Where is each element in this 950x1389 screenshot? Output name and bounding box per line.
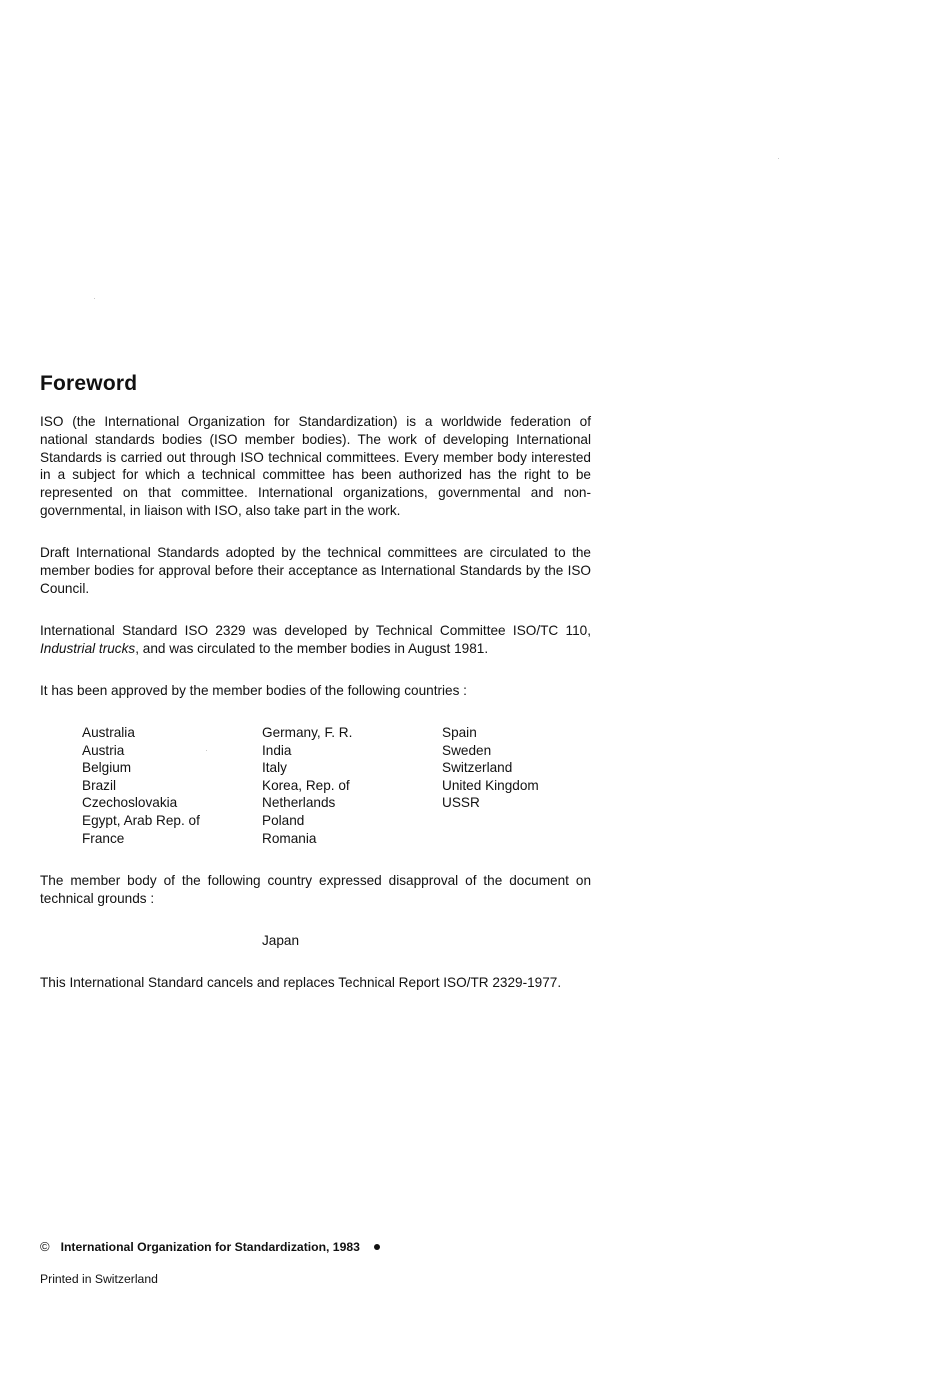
country-item: Germany, F. R. — [262, 725, 353, 740]
country-item: Poland — [262, 812, 305, 828]
country-item: Austria — [82, 742, 125, 758]
country-item: India — [262, 742, 292, 758]
country-item: France — [82, 830, 125, 846]
scan-speck — [778, 158, 779, 159]
paragraph-replaces: This International Standard cancels and replaces Technical Report ISO/TR 2329-1977. — [40, 975, 562, 990]
standard-development-text: International Standard ISO 2329 was developed by Technical Committee ISO/TC 110, — [40, 623, 591, 638]
paragraph-draft-standards: Draft International Standards adopted by the technical committees are circulated to the member bodies for approval before their acceptance as International Standards by the ISO Council. — [40, 545, 591, 596]
paragraph-approval-intro: It has been approved by the member bodies of the following countries : — [40, 683, 467, 698]
scan-speck — [94, 298, 95, 299]
printed-in-note: Printed in Switzerland — [40, 1272, 158, 1286]
disapproving-country: Japan — [262, 933, 300, 948]
country-item: Korea, Rep. of — [262, 777, 350, 793]
page-title: Foreword — [40, 372, 138, 395]
country-item: Switzerland — [442, 760, 513, 776]
paragraph-iso-description: ISO (the International Organization for Standardization) is a worldwide federation of national standards bodies (ISO member bodies). The work of developing International Standards is carried out through ISO technical committees. Every member body interested in a subject for which a technical committee has been authorized has the right to be represented on that committee. International organizations, governmental and non-governmental, in liaison with ISO, also take part in the work. — [40, 414, 591, 518]
countries-column-3 — [442, 724, 539, 812]
paragraph-disapproval: The member body of the following country expressed disapproval of the document on technical grounds : — [40, 873, 591, 906]
bullet-dot-icon — [374, 1244, 380, 1250]
countries-column-2 — [262, 724, 352, 847]
copyright-symbol: © — [40, 1239, 50, 1254]
country-item: Australia — [82, 725, 135, 740]
country-item: Netherlands — [262, 795, 336, 811]
copyright-line — [40, 1239, 380, 1255]
countries-column-1 — [82, 724, 200, 847]
copyright-text: International Organization for Standardization, 1983 — [60, 1240, 360, 1254]
country-item: Spain — [442, 725, 477, 740]
scan-speck — [206, 750, 207, 751]
country-item: Egypt, Arab Rep. of — [82, 812, 200, 828]
country-item: Italy — [262, 760, 287, 776]
country-item: Brazil — [82, 777, 116, 793]
standard-development-text-end: , and was circulated to the member bodies in August 1981. — [135, 640, 489, 656]
country-item: USSR — [442, 795, 480, 811]
country-item: Romania — [262, 830, 317, 846]
country-item: Czechoslovakia — [82, 795, 178, 811]
country-item: Sweden — [442, 742, 492, 758]
paragraph-standard-development — [40, 622, 591, 658]
country-item: Belgium — [82, 760, 132, 776]
committee-title-italic: Industrial trucks — [40, 640, 136, 656]
country-item: United Kingdom — [442, 777, 539, 793]
